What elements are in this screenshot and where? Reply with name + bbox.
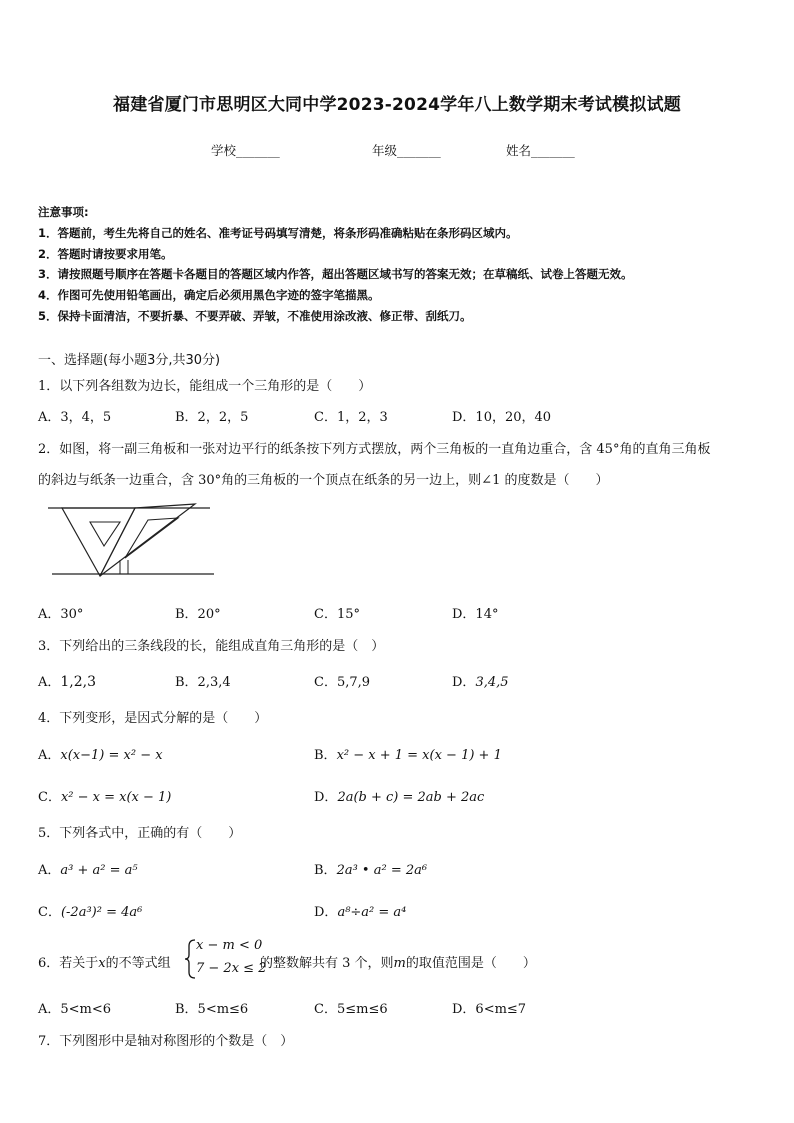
q4-option-c: C．x² − x = x(x − 1)	[38, 790, 172, 805]
q5-option-a: A．a³ + a² = a⁵	[38, 863, 138, 878]
q1-option-a: A．3，4，5	[38, 410, 112, 425]
question-1: 1．以下列各组数为边长，能组成一个三角形的是（ ）	[38, 379, 372, 394]
q4-option-c-expr: x² − x = x(x − 1)	[60, 790, 172, 805]
question-6-tail: 的整数解共有 3 个，则m的取值范围是（ ）	[260, 956, 536, 971]
q5-option-b-expr: 2a³ • a² = 2a⁶	[336, 863, 428, 878]
q5-option-c: C．(-2a³)² = 4a⁶	[38, 905, 143, 920]
question-4: 4．下列变形，是因式分解的是（ ）	[38, 711, 268, 726]
q1-option-b: B．2，2，5	[175, 410, 249, 425]
q6-option-a: A．5<m<6	[38, 1002, 112, 1017]
grade-field: 年级_______	[372, 143, 441, 158]
q1-option-c: C．1，2，3	[314, 410, 388, 425]
q6-system-line-2: 7 − 2x ≤ 2	[196, 961, 267, 976]
q2-option-a: A．30°	[38, 607, 84, 622]
school-field: 学校_______	[211, 143, 280, 158]
q1-option-d: D．10，20，40	[452, 410, 552, 425]
question-7: 7．下列图形中是轴对称图形的个数是（ ）	[38, 1034, 294, 1049]
q3-option-a: A．1,2,3	[38, 674, 97, 690]
q4-option-b-expr: x² − x + 1 = x(x − 1) + 1	[336, 748, 502, 763]
question-2-line-1: 2．如图，将一副三角板和一张对边平行的纸条按下列方式摆放，两个三角板的一直角边重合，含 45°角的直角三角板	[38, 442, 711, 457]
q3-option-c: C．5,7,9	[314, 675, 371, 690]
question-5: 5．下列各式中，正确的有（ ）	[38, 826, 242, 841]
section-heading: 一、选择题(每小题3分,共30分)	[38, 353, 221, 368]
q5-option-d: D．a⁸÷a² = a⁴	[314, 905, 407, 920]
page-title: 福建省厦门市思明区大同中学2023-2024学年八上数学期末考试模拟试题	[113, 95, 681, 115]
q4-option-a: A．x(x−1) = x² − x	[38, 748, 163, 763]
q2-option-d: D．14°	[452, 607, 499, 622]
q3-option-d: D．3,4,5	[452, 675, 509, 690]
q6-brace	[183, 938, 197, 980]
note-item: 3．请按照题号顺序在答题卡各题目的答题区域内作答，超出答题区域书写的答案无效；在草稿纸、试卷上答题无效。	[38, 267, 633, 281]
q6-var-m: m	[393, 956, 406, 971]
question-3: 3．下列给出的三条线段的长，能组成直角三角形的是（ ）	[38, 639, 385, 654]
q5-option-b: B．2a³ • a² = 2a⁶	[314, 863, 428, 878]
q5-option-a-expr: a³ + a² = a⁵	[60, 863, 138, 878]
q6-option-d: D．6<m≤7	[452, 1002, 527, 1017]
q6-option-b: B．5<m≤6	[175, 1002, 249, 1017]
note-item: 1．答题前，考生先将自己的姓名、准考证号码填写清楚，将条形码准确粘贴在条形码区域内。	[38, 226, 518, 240]
q5-option-c-expr: (-2a³)² = 4a⁶	[60, 905, 143, 920]
note-item: 2．答题时请按要求用笔。	[38, 247, 173, 261]
notes-heading: 注意事项:	[38, 205, 89, 219]
q2-option-c: C．15°	[314, 607, 360, 622]
question-6: 6．若关于x的不等式组	[38, 956, 171, 971]
q2-option-b: B．20°	[175, 607, 221, 622]
q4-option-a-expr: x(x−1) = x² − x	[60, 748, 163, 763]
q4-option-d: D．2a(b + c) = 2ab + 2ac	[314, 790, 485, 805]
note-item: 5．保持卡面清洁，不要折暴、不要弄破、弄皱，不准使用涂改液、修正带、刮纸刀。	[38, 309, 472, 323]
q6-system-line-1: x − m < 0	[196, 938, 263, 953]
q2-figure	[40, 498, 220, 583]
name-field: 姓名_______	[506, 143, 575, 158]
q6-var-x: x	[98, 956, 106, 971]
q3-option-d-value: 3,4,5	[475, 675, 509, 690]
q4-option-b: B．x² − x + 1 = x(x − 1) + 1	[314, 748, 502, 763]
note-item: 4．作图可先使用铅笔画出，确定后必须用黑色字迹的签字笔描黑。	[38, 288, 380, 302]
q5-option-d-expr: a⁸÷a² = a⁴	[337, 905, 407, 920]
q3-option-a-value: 1,2,3	[60, 674, 97, 690]
question-2-line-2: 的斜边与纸条一边重合，含 30°角的三角板的一个顶点在纸条的另一边上，则∠1 的度数是（ ）	[38, 473, 609, 488]
q4-option-d-expr: 2a(b + c) = 2ab + 2ac	[337, 790, 485, 805]
q3-option-b: B．2,3,4	[175, 675, 231, 690]
q6-option-c: C．5≤m≤6	[314, 1002, 388, 1017]
